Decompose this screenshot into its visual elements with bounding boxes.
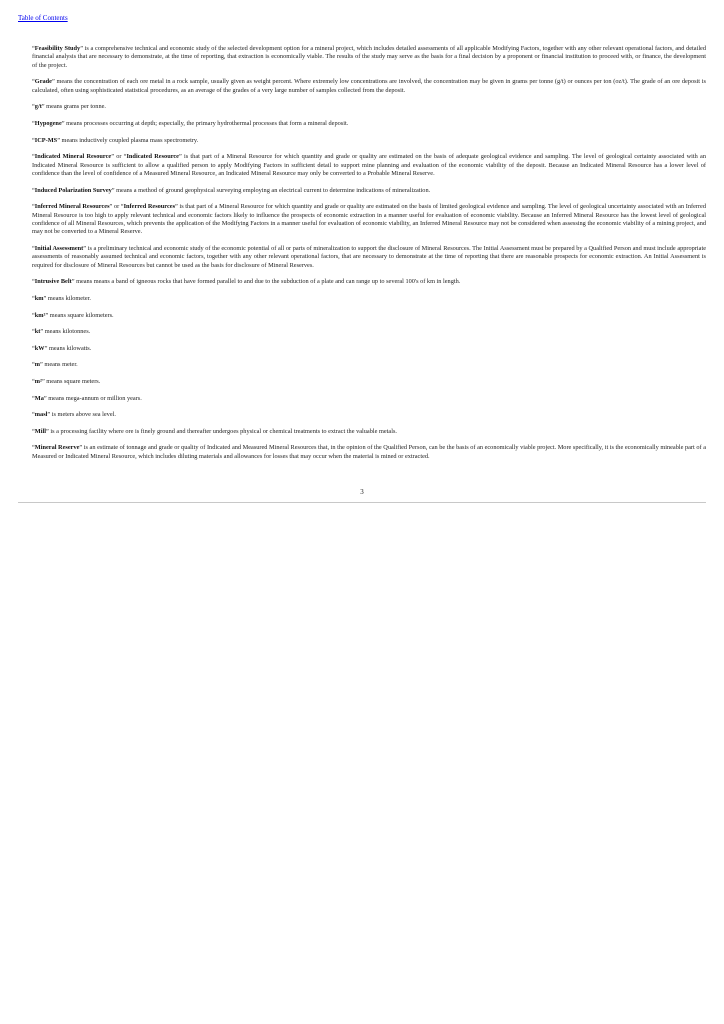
definition-text: is a comprehensive technical and economic study of the selected development option for a mineral project, which includes detailed assessments of all applicable Modifying Factors, together with any other relevant operational factors, and detailed financial analysis that are necessary to demonstrate, at the time of reporting, that extraction is economically viable. The results of the study may serve as the basis for a final decision by a proponent or financial institution to proceed with, or finance, the development of the project. <box>32 45 707 69</box>
definition-text: is a preliminary technical and economic study of the economic potential of all or parts of mineralization to support the disclosure of Mineral Resources. The Initial Assessment must be prepared by a Qualified Person and must include appropriate assessments of reasonably assumed technical and economic factors, together with any other relevant operational factors, that are necessary to demonstrate at the time of reporting that there are reasonable prospects for economic extraction. An Initial Assessment is required for disclosure of Mineral Resources but cannot be used as the basis for disclosure of Mineral Reserves. <box>32 245 706 269</box>
definition-text: means kilometer. <box>46 295 91 302</box>
definition-text: means meter. <box>42 361 78 369</box>
definition-item: “masl” is meters above sea level. <box>32 411 116 419</box>
definition-text: means inductively coupled plasma mass spectrometry. <box>59 136 199 144</box>
definition-term: Indicated Mineral Resource <box>34 153 112 161</box>
definition-item: “Mineral Reserve” is an estimate of tonnage and grade or quality of Indicated and Measured Mineral Resources that, in the opinion of the Qualified Person, can be the basis of an economically viable project. More specifically, it is the economically mineable part of a Measured or Indicated Mineral Resource, which includes diluting materials and allowances for losses that may occur when the material is mined or extracted. <box>32 444 706 460</box>
definition-term: Inferred Mineral Resources <box>34 203 110 211</box>
definition-item: “kt” means kilotonnes. <box>32 328 91 336</box>
definition-item: “Intrusive Belt” means means a band of igneous rocks that have formed parallel to and due to the subduction of a plate and can range up to several 100's of km in length. <box>32 278 461 286</box>
definition-term: km² <box>34 311 46 319</box>
definition-item: “m” means meter. <box>32 361 78 369</box>
definition-item: “Feasibility Study” is a comprehensive technical and economic study of the selected development option for a mineral project, which includes detailed assessments of all applicable Modifying Factors, together with any other relevant operational factors, and detailed financial analysis that are necessary to demonstrate, at the time of reporting, that extraction is economically viable. The results of the study may serve as the basis for a final decision by a proponent or financial institution to proceed with, or finance, the development of the project. <box>32 45 707 69</box>
definition-term: Mill <box>34 427 46 435</box>
definition-text: means mega-annum or million years. <box>46 394 142 402</box>
definition-item: “m²” means square meters. <box>32 377 101 385</box>
definition-text: means processes occurring at depth; especially, the primary hydrothermal processes that form a mineral deposit. <box>64 120 349 127</box>
page-divider <box>18 502 706 503</box>
definition-item: “kW” means kilowatts. <box>32 344 92 352</box>
definition-text: means grams per tonne. <box>44 103 106 111</box>
definition-text: is that part of a Mineral Resource for which quantity and grade or quality are estimated on the basis of adequate geological evidence and sampling. The level of geological certainty associated with an Indicated Mineral Resource is sufficient to allow a qualified person to apply Modifying Factors in sufficient detail to support mine planning and evaluation of the economic viability of the deposit. Because an Indicated Mineral Resource has a lower level of confidence than the level of confidence of a Measured Mineral Resource, an Indicated Mineral Resource may only be converted to a Probable Mineral Reserve. <box>32 153 706 177</box>
definition-item: “Ma” means mega-annum or million years. <box>32 394 142 402</box>
definition-item: “g/t” means grams per tonne. <box>32 103 106 111</box>
definition-term: Induced Polarization Survey <box>34 186 112 194</box>
table-of-contents-link[interactable]: Table of Contents <box>18 14 68 22</box>
definition-text: means kilotonnes. <box>43 328 91 336</box>
definition-item: “Mill” is a processing facility where ore is finely ground and thereafter undergoes physical or chemical treatments to extract the valuable metals. <box>32 427 397 435</box>
definition-term: Intrusive Belt <box>34 278 72 286</box>
definition-term-alt: Indicated Resource <box>126 153 179 161</box>
definition-item: “Initial Assessment” is a preliminary technical and economic study of the economic potential of all or parts of mineralization to support the disclosure of Mineral Resources. The Initial Assessment must be prepared by a Qualified Person and must include appropriate assessments of reasonably assumed technical and economic factors, together with any other relevant operational factors, that are necessary to demonstrate at the time of reporting that there are reasonable prospects for economic extraction. An Initial Assessment is required for disclosure of Mineral Resources but cannot be used as the basis for disclosure of Mineral Reserves. <box>32 245 706 269</box>
definitions-list <box>32 45 706 469</box>
definition-item: “Indicated Mineral Resource” or “Indicated Resource” is that part of a Mineral Resource for which quantity and grade or quality are estimated on the basis of adequate geological evidence and sampling. The level of geological certainty associated with an Indicated Mineral Resource is sufficient to allow a qualified person to apply Modifying Factors in sufficient detail to support mine planning and evaluation of the economic viability of the deposit. Because an Indicated Mineral Resource has a lower level of confidence than the level of confidence of a Measured Mineral Resource, an Indicated Mineral Resource may only be converted to a Probable Mineral Reserve. <box>32 153 706 177</box>
definition-term: m² <box>34 377 42 385</box>
definition-item: “ICP-MS” means inductively coupled plasma mass spectrometry. <box>32 136 199 144</box>
definition-term: masl <box>34 411 48 419</box>
definition-text: means square meters. <box>44 377 101 385</box>
definition-term: m <box>34 361 41 369</box>
definition-text: means a method of ground geophysical surveying employing an electrical current to determine indications of mineralization. <box>114 186 431 194</box>
definition-item: “km” means kilometer. <box>32 295 91 302</box>
page-number: 3 <box>360 488 364 496</box>
definition-item: “Inferred Mineral Resources” or “Inferred Resources” is that part of a Mineral Resource for which quantity and grade or quality are estimated on the basis of limited geological evidence and sampling. The level of geological uncertainty associated with an Inferred Mineral Resource is too high to apply relevant technical and economic factors likely to influence the prospects of economic extraction in a manner useful for evaluation of economic viability. Because an Inferred Mineral Resource has the lowest level of geological confidence of all Mineral Resources, which prevents the application of the Modifying Factors in a manner useful for evaluation of economic viability, an Inferred Mineral Resource may not be considered when assessing the economic viability of a mining project, and may not be converted to a Mineral Reserve. <box>32 203 706 236</box>
definition-text: is that part of a Mineral Resource for which quantity and grade or quality are estimated on the basis of limited geological evidence and sampling. The level of geological uncertainty associated with an Inferred Mineral Resource is too high to apply relevant technical and economic factors likely to influence the prospects of economic extraction in a manner useful for evaluation of economic viability. Because an Inferred Mineral Resource has the lowest level of geological confidence of all Mineral Resources, which prevents the application of the Modifying Factors in a manner useful for evaluation of economic viability, an Inferred Mineral Resource may not be considered when assessing the economic viability of a mining project, and may not be converted to a Mineral Reserve. <box>32 203 706 236</box>
definition-term: Grade <box>34 78 52 86</box>
definition-text: is a processing facility where ore is finely ground and thereafter undergoes physical or chemical treatments to extract the valuable metals. <box>48 427 397 435</box>
definition-text: means the concentration of each ore metal in a rock sample, usually given as weight percent. Where extremely low concentrations are involved, the concentration may be given in grams per tonne (g/t) or ounces per ton (oz/t). The grade of an ore deposit is calculated, often using sophisticated statistical procedures, as an average of the grades of a very large number of samples collected from the deposit. <box>32 78 706 94</box>
definition-term: Mineral Reserve <box>34 444 80 452</box>
definition-term: kW <box>34 344 45 352</box>
definition-term: Feasibility Study <box>34 45 81 52</box>
definition-text: means square kilometers. <box>48 311 114 319</box>
definition-term: ICP-MS <box>34 136 58 144</box>
definition-term: Ma <box>34 394 44 402</box>
definition-text: is meters above sea level. <box>50 411 116 419</box>
definition-term: Hypogene <box>34 120 62 127</box>
definition-term: kt <box>34 328 41 336</box>
definition-text: means kilowatts. <box>47 344 92 352</box>
definition-term-alt: Inferred Resources <box>123 203 176 211</box>
definition-text: is an estimate of tonnage and grade or quality of Indicated and Measured Mineral Resources that, in the opinion of the Qualified Person, can be the basis of an economically viable project. More specifically, it is the economically mineable part of a Measured or Indicated Mineral Resource, which includes diluting materials and allowances for losses that may occur when the material is mined or extracted. <box>32 444 706 460</box>
definition-text: means means a band of igneous rocks that have formed parallel to and due to the subduction of a plate and can range up to several 100's of km in length. <box>74 278 461 286</box>
definition-item: “Grade” means the concentration of each ore metal in a rock sample, usually given as weight percent. Where extremely low concentrations are involved, the concentration may be given in grams per tonne (g/t) or ounces per ton (oz/t). The grade of an ore deposit is calculated, often using sophisticated statistical procedures, as an average of the grades of a very large number of samples collected from the deposit. <box>32 78 706 94</box>
definition-term: km <box>34 295 44 302</box>
definition-term: g/t <box>34 103 42 111</box>
definition-item: “km²” means square kilometers. <box>32 311 114 319</box>
definition-item: “Hypogene” means processes occurring at depth; especially, the primary hydrothermal processes that form a mineral deposit. <box>32 120 349 127</box>
definition-term: Initial Assessment <box>34 245 84 252</box>
definition-item: “Induced Polarization Survey” means a method of ground geophysical surveying employing an electrical current to determine indications of mineralization. <box>32 186 431 194</box>
